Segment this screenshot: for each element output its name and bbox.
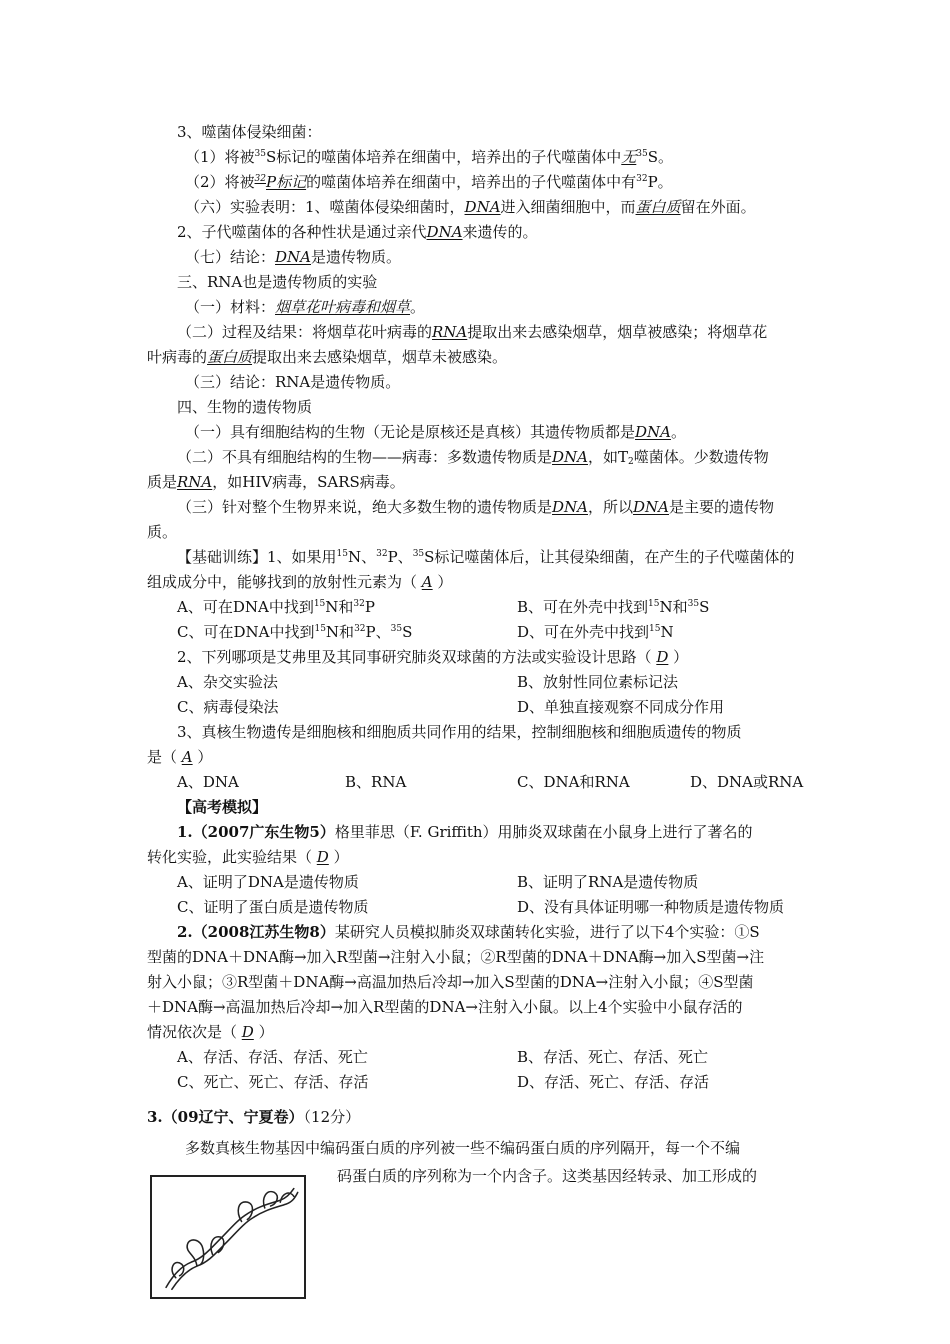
text-line — [177, 272, 377, 292]
text-run: B、可在外壳中找到 — [517, 598, 649, 616]
text-line — [147, 972, 754, 992]
text-run: D、可在外壳中找到 — [517, 623, 650, 641]
text-run: B、存活、死亡、存活、死亡 — [517, 1048, 709, 1066]
answer-fill: A — [421, 573, 433, 591]
text-line — [185, 147, 673, 167]
text-run: 3、真核生物遗传是细胞核和细胞质共同作用的结果，控制细胞核和细胞质遗传的物质 — [177, 723, 742, 741]
text-line — [177, 772, 239, 792]
text-run: （六）实验表明：1、噬菌体侵染细菌时， — [185, 198, 465, 216]
text-line — [185, 247, 401, 267]
text-run: （三）针对整个生物界来说，绝大多数生物的遗传物质是 — [177, 498, 553, 516]
answer-fill: DNA — [275, 248, 311, 266]
text-run: A、存活、存活、存活、死亡 — [177, 1048, 368, 1066]
text-line — [690, 772, 803, 792]
text-line — [177, 397, 312, 417]
text-run: 码蛋白质的序列称为一个内含子。这类基因经转录、加工形成的 — [337, 1167, 758, 1185]
text-run: （二）不具有细胞结构的生物——病毒：多数遗传物质是 — [177, 448, 553, 466]
text-run: 。 — [410, 298, 426, 316]
text-run: （12分） — [303, 1108, 361, 1126]
text-line — [185, 172, 673, 192]
text-run: 是（ — [147, 748, 182, 766]
text-run: C、病毒侵染法 — [177, 698, 279, 716]
text-run: （七）结论： — [185, 248, 276, 266]
text-run: C、死亡、死亡、存活、存活 — [177, 1073, 369, 1091]
text-run: 格里菲思（F. Griffith）用肺炎双球菌在小鼠身上进行了著名的 — [334, 823, 753, 841]
text-run: 多数真核生物基因中编码蛋白质的序列被一些不编码蛋白质的序列隔开，每一个不编 — [185, 1139, 741, 1157]
text-run: 【基础训练】1、如果用 — [177, 548, 337, 566]
text-run: （一）材料： — [185, 298, 276, 316]
text-run: 提取出来去感染烟草，烟草未被感染。 — [252, 348, 508, 366]
text-line — [177, 122, 322, 142]
text-run: A、可在DNA中找到 — [177, 598, 314, 616]
text-run: ） — [668, 648, 689, 666]
text-run: （1）将被 — [185, 148, 255, 166]
answer-fill: DNA — [635, 423, 671, 441]
text-run: 某研究人员模拟肺炎双球菌转化实验，进行了以下4个实验：①S — [334, 923, 760, 941]
answer-fill: D — [316, 848, 329, 866]
text-run: ＋DNA酶→高温加热后冷却→加入R型菌的DNA→注射入小鼠。以上4个实验中小鼠存活的 — [147, 998, 743, 1016]
text-run: ） — [432, 573, 453, 591]
text-run: 15 — [336, 549, 348, 559]
text-line — [147, 997, 743, 1017]
text-run: （一）具有细胞结构的生物（无论是原核还是真核）其遗传物质都是 — [185, 423, 636, 441]
text-line — [147, 472, 405, 492]
text-run: P — [364, 598, 375, 616]
text-run: D、单独直接观察不同成分作用 — [517, 698, 725, 716]
text-run: 射入小鼠；③R型菌＋DNA酶→高温加热后冷却→加入S型菌的DNA→注射入小鼠；④S型菌 — [147, 973, 754, 991]
text-line — [177, 872, 359, 892]
text-run: ） — [328, 848, 349, 866]
text-line — [517, 597, 709, 617]
text-run: S — [699, 598, 710, 616]
text-line — [177, 672, 278, 692]
text-line — [345, 772, 406, 792]
text-line — [185, 297, 425, 317]
answer-fill: RNA — [432, 323, 468, 341]
text-line — [177, 597, 375, 617]
text-line — [517, 622, 674, 642]
answer-fill: RNA — [177, 473, 213, 491]
hybrid-molecule-drawing — [152, 1177, 304, 1297]
answer-fill: 烟草花叶病毒和烟草 — [275, 298, 411, 316]
answer-fill: D — [241, 1023, 254, 1041]
text-line — [177, 547, 794, 567]
answer-fill: P标记 — [266, 173, 307, 191]
text-line — [177, 722, 742, 742]
text-line — [147, 1107, 360, 1127]
text-line — [147, 747, 212, 767]
text-run: 32 — [636, 174, 648, 184]
text-run: 35 — [412, 549, 425, 559]
text-run: ，如T — [588, 448, 629, 466]
text-run: 留在外面。 — [680, 198, 756, 216]
text-run: S — [402, 623, 413, 641]
text-run: 2、下列哪项是艾弗里及其同事研究肺炎双球菌的方法或实验设计思路（ — [177, 648, 657, 666]
text-line — [147, 522, 177, 542]
text-run: 组成成分中，能够找到的放射性元素为（ — [147, 573, 422, 591]
text-run: ，所以 — [588, 498, 634, 516]
text-line — [177, 897, 368, 917]
answer-fill: 无 — [621, 148, 637, 166]
text-line — [517, 1047, 708, 1067]
text-run: S。 — [647, 148, 674, 166]
text-run: D、DNA或RNA — [690, 773, 804, 791]
text-run: 是主要的遗传物 — [669, 498, 775, 516]
text-run: 。 — [671, 423, 687, 441]
text-run: 四、生物的遗传物质 — [177, 398, 313, 416]
text-run: C、证明了蛋白质是遗传物质 — [177, 898, 369, 916]
text-run: 质。 — [147, 523, 178, 541]
answer-fill: DNA — [426, 223, 463, 241]
text-run: 噬菌体。少数遗传物 — [633, 448, 769, 466]
text-line — [147, 1022, 274, 1042]
text-line — [177, 447, 769, 467]
text-run: ） — [253, 1023, 274, 1041]
text-run: （三）结论：RNA是遗传物质。 — [185, 373, 401, 391]
text-line — [177, 622, 412, 642]
text-run: （2）将被 — [185, 173, 255, 191]
text-run: S标记的噬菌体培养在细菌中，培养出的子代噬菌体中 — [266, 148, 622, 166]
text-run: 2、子代噬菌体的各种性状是通过亲代 — [177, 223, 427, 241]
text-run: A、证明了DNA是遗传物质 — [177, 873, 359, 891]
text-run: 15 — [314, 624, 326, 634]
text-line — [177, 922, 760, 942]
text-line — [177, 647, 688, 667]
text-line — [147, 847, 349, 867]
text-line — [337, 1166, 757, 1186]
answer-fill: DNA — [633, 498, 669, 516]
text-run: D、没有具体证明哪一种物质是遗传物质 — [517, 898, 785, 916]
text-run: 2 — [628, 457, 634, 467]
text-run: 进入细菌细胞中，而 — [500, 198, 636, 216]
text-run: 35 — [687, 599, 700, 609]
text-run: 1.（2007广东生物5） — [177, 823, 335, 841]
text-run: P。 — [647, 173, 673, 191]
text-run: B、RNA — [345, 773, 407, 791]
answer-fill: 蛋白质 — [207, 348, 253, 366]
text-run: 来遗传的。 — [462, 223, 538, 241]
text-run: 转化实验，此实验结果（ — [147, 848, 317, 866]
text-line — [147, 347, 507, 367]
answer-fill: DNA — [552, 498, 588, 516]
text-run: 15 — [313, 599, 326, 609]
text-run: D、存活、死亡、存活、存活 — [517, 1073, 710, 1091]
text-line — [177, 1047, 368, 1067]
text-run: 32 — [376, 549, 388, 559]
text-run: 叶病毒的 — [147, 348, 208, 366]
text-line — [177, 797, 267, 817]
text-line — [185, 197, 756, 217]
text-run: 3、噬菌体侵染细菌： — [177, 123, 322, 141]
answer-fill: D — [656, 648, 669, 666]
text-run: P、 — [365, 623, 391, 641]
text-run: 型菌的DNA＋DNA酶→加入R型菌→注射入小鼠；②R型菌的DNA＋DNA酶→加入S型菌→注 — [147, 948, 765, 966]
text-run: 2.（2008江苏生物8） — [177, 923, 335, 941]
text-line — [177, 322, 767, 342]
text-run: S标记噬菌体后，让其侵染细菌，在产生的子代噬菌体的 — [424, 548, 795, 566]
answer-fill: 32 — [254, 174, 266, 184]
text-line — [177, 822, 753, 842]
text-run: N和 — [325, 598, 354, 616]
text-run: 3.（09辽宁、宁夏卷） — [147, 1108, 304, 1126]
text-line — [147, 947, 764, 967]
text-line — [185, 1138, 740, 1158]
text-line — [517, 872, 698, 892]
text-run: C、可在DNA中找到 — [177, 623, 315, 641]
text-run: 是遗传物质。 — [311, 248, 402, 266]
text-line — [517, 697, 724, 717]
text-run: 【高考模拟】 — [177, 798, 268, 816]
text-run: 三、RNA也是遗传物质的实验 — [177, 273, 378, 291]
text-run: P、 — [387, 548, 413, 566]
text-run: A、杂交实验法 — [177, 673, 278, 691]
text-run: 35 — [254, 149, 266, 159]
text-run: N和 — [325, 623, 355, 641]
text-run: （二）过程及结果：将烟草花叶病毒的 — [177, 323, 433, 341]
text-run: 15 — [649, 624, 661, 634]
text-line — [177, 697, 278, 717]
text-run: ，如HIV病毒，SARS病毒。 — [212, 473, 405, 491]
text-run: 的噬菌体培养在细菌中，培养出的子代噬菌体中有 — [306, 173, 637, 191]
text-run: 35 — [636, 149, 648, 159]
text-run: N和 — [659, 598, 688, 616]
answer-fill: DNA — [552, 448, 588, 466]
text-run: N、 — [348, 548, 377, 566]
text-run: 32 — [354, 624, 366, 634]
answer-fill: A — [181, 748, 193, 766]
text-run: ） — [192, 748, 213, 766]
text-line — [517, 897, 784, 917]
text-run: B、证明了RNA是遗传物质 — [517, 873, 699, 891]
text-run: 32 — [353, 599, 365, 609]
text-run: C、DNA和RNA — [517, 773, 630, 791]
text-run: A、DNA — [177, 773, 239, 791]
text-line — [517, 772, 630, 792]
text-line — [177, 497, 774, 517]
text-line — [177, 222, 538, 242]
answer-fill: DNA — [464, 198, 501, 216]
text-run: 15 — [648, 599, 660, 609]
text-line — [185, 422, 686, 442]
rna-dna-hybrid-figure — [150, 1175, 306, 1299]
text-line — [185, 372, 400, 392]
text-line — [517, 672, 678, 692]
text-run: 质是 — [147, 473, 178, 491]
text-line — [177, 1072, 368, 1092]
text-run: B、放射性同位素标记法 — [517, 673, 679, 691]
text-line — [517, 1072, 709, 1092]
text-line — [147, 572, 452, 592]
text-run: 提取出来去感染烟草，烟草被感染；将烟草花 — [467, 323, 768, 341]
text-run: 情况依次是（ — [147, 1023, 242, 1041]
answer-fill: 蛋白质 — [635, 198, 681, 216]
text-run: 35 — [390, 624, 403, 634]
text-run: N — [660, 623, 674, 641]
